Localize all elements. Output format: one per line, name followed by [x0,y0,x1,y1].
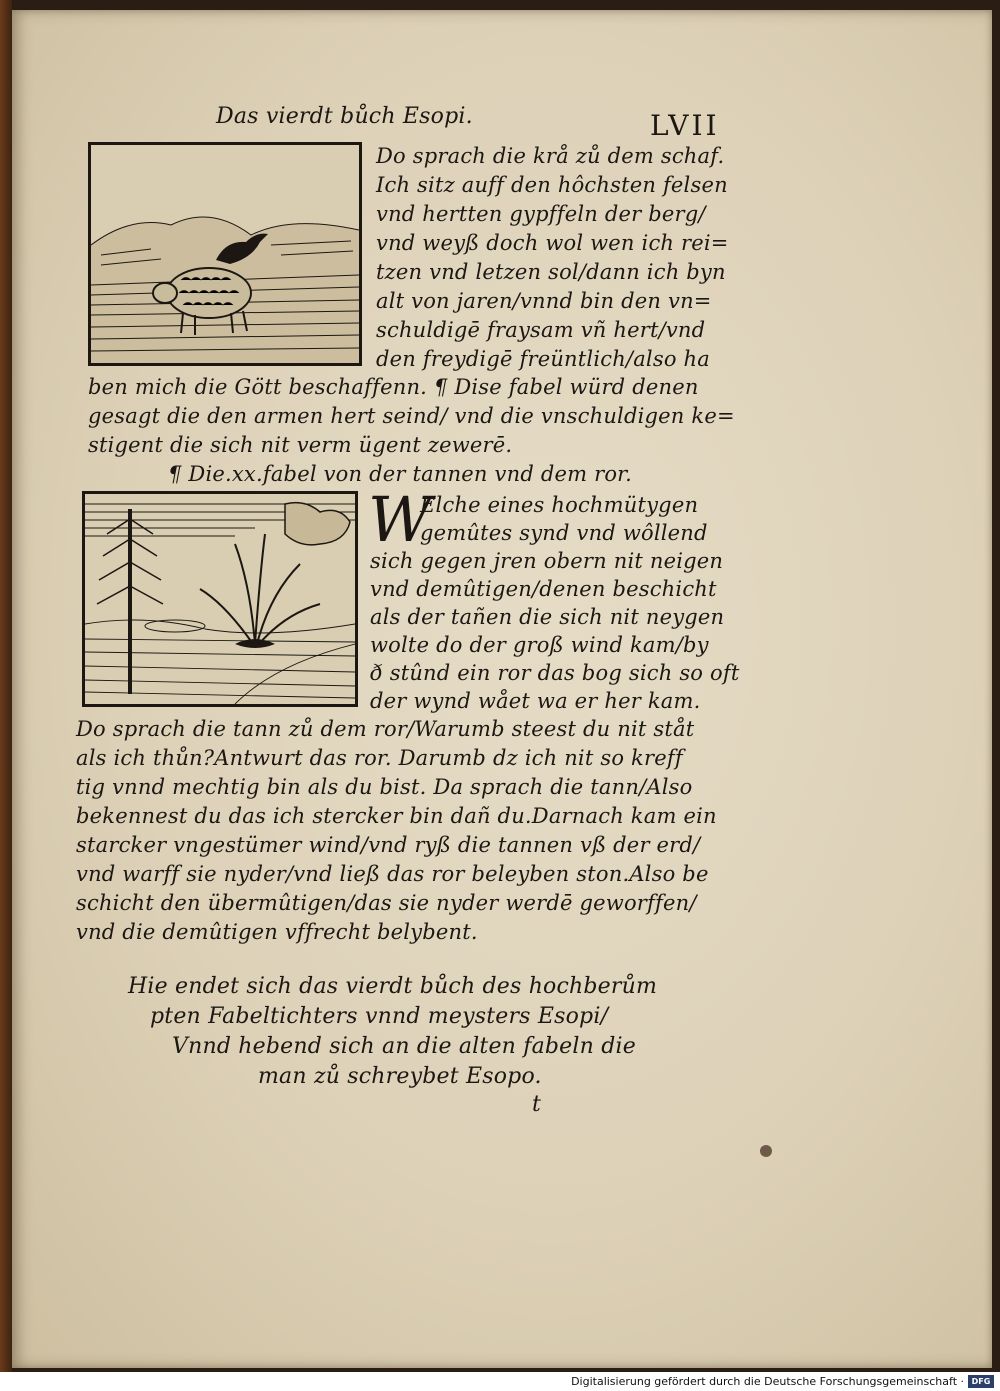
fable-20-beside-line-5: als der tañen die sich nit neygen [370,605,725,629]
paper-stain [760,1145,772,1157]
colophon-line-4: man zů schreybet Esopo. [258,1064,542,1089]
fable-20-line-6: vnd warff sie nyder/vnd ließ das ror beleyben ston.Also be [76,862,709,886]
drop-cap-initial: W [368,483,432,556]
fable-19-line-2: gesagt die den armen hert seind/ vnd die vnschuldigen ke= [88,404,735,428]
fable-20-beside-line-1: Elche eines hochmütygen [420,493,699,517]
fable-20-beside-line-3: sich gegen jren obern nit neigen [370,549,724,573]
fable-20-beside-line-8: der wynd wået wa er her kam. [370,689,701,713]
folio-number: LVII [650,109,720,142]
fable-20-title: ¶ Die.xx.fabel von der tannen vnd dem ror. [168,462,632,486]
fable-20-line-1: Do sprach die tann zů dem ror/Warumb steest du nit ståt [76,717,695,741]
colophon-line-2: pten Fabeltichters vnnd meysters Esopi/ [150,1004,609,1029]
fable-19-beside-line-2: Ich sitz auff den hôchsten felsen [376,173,728,197]
fable-20-beside-line-2: gemûtes synd vnd wôllend [420,521,708,545]
woodcut-sheep-crow [88,142,362,366]
signature-mark: t [532,1092,542,1117]
fable-19-beside-line-8: den freydigē freüntlich/also ha [376,347,710,371]
fable-20-beside-line-6: wolte do der groß wind kam/by [370,633,709,657]
fable-20-line-8: vnd die demûtigen vffrecht belybent. [76,920,478,944]
colophon-line-3: Vnnd hebend sich an die alten fabeln die [172,1034,636,1059]
woodcut-sheep-crow-drawing [91,145,359,363]
fable-20-line-4: bekennest du das ich stercker bin dañ du.Darnach kam ein [76,804,717,828]
fable-20-line-3: tig vnnd mechtig bin als du bist. Da sprach die tann/Also [76,775,693,799]
woodcut-fir-reed [82,491,358,707]
running-title: Das vierdt bůch Esopi. [216,104,473,129]
fable-20-beside-line-7: ð stûnd ein ror das bog sich so oft [370,661,740,685]
fable-20-line-2: als ich thůn?Antwurt das ror. Darumb dz ich nit so kreff [76,746,683,770]
digitization-footer [0,1372,1000,1391]
fable-19-beside-line-7: schuldigē fraysam vñ hert/vnd [376,318,706,342]
book-spine [0,0,12,1372]
dfg-logo-icon: DFG [968,1375,994,1388]
fable-19-beside-line-6: alt von jaren/vnnd bin den vn= [376,289,712,313]
fable-19-beside-line-3: vnd hertten gypffeln der berg/ [376,202,706,226]
fable-20-beside-line-4: vnd demûtigen/denen beschicht [370,577,717,601]
woodcut-fir-reed-drawing [85,494,355,704]
fable-19-line-3: stigent die sich nit verm ügent zewerē. [88,433,513,457]
fable-19-beside-line-1: Do sprach die krå zů dem schaf. [376,144,725,168]
fable-20-line-5: starcker vngestümer wind/vnd ryß die tannen vß der erd/ [76,833,701,857]
fable-19-beside-line-5: tzen vnd letzen sol/dann ich byn [376,260,726,284]
colophon-line-1: Hie endet sich das vierdt bůch des hochberům [128,974,658,999]
fable-19-line-1: ben mich die Gött beschaffenn. ¶ Dise fabel würd denen [88,375,699,399]
fable-19-beside-line-4: vnd weyß doch wol wen ich rei= [376,231,729,255]
dfg-credit: Digitalisierung gefördert durch die Deutsche Forschungsgemeinschaft · [571,1375,964,1388]
fable-20-line-7: schicht den übermûtigen/das sie nyder werdē geworffen/ [76,891,697,915]
